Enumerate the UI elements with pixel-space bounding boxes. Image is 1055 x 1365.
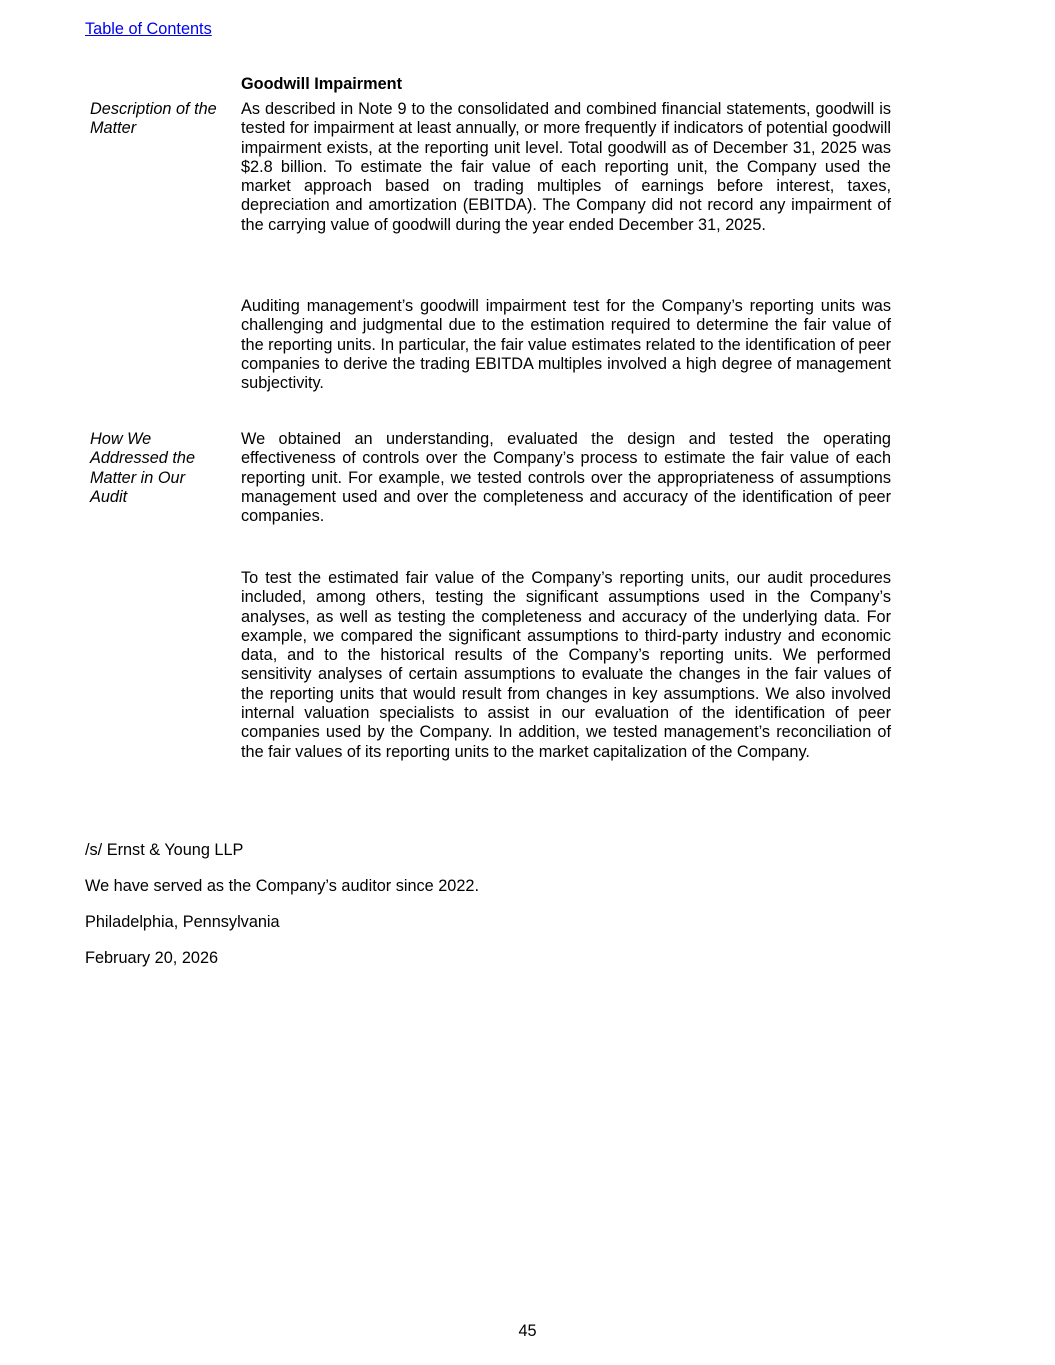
description-of-matter-label: Description of the Matter — [90, 100, 217, 138]
section-heading: Goodwill Impairment — [241, 75, 403, 93]
audit-paragraph-1: We obtained an understanding, evaluated the design and tested the operating effectiveness of controls over the Company’s process to estimate the fair value of each reporting unit. For example, we tested controls over the appropriateness of assumptions management used and over the completeness and accuracy of the identification of peer companies. — [241, 430, 891, 526]
auditor-tenure: We have served as the Company’s auditor since 2022. — [85, 877, 479, 895]
table-of-contents-link[interactable]: Table of Contents — [85, 20, 212, 38]
audit-paragraph-2: To test the estimated fair value of the Company’s reporting units, our audit procedures included, among others, testing the significant assumptions used in the Company’s analyses, as well as testing the completeness and accuracy of the underlying data. For example, we compared the significant assumptions to third-party industry and economic data, and to the historical results of the Company’s reporting units. We performed sensitivity analyses of certain assumptions to evaluate the changes in the fair values of the reporting units that would result from changes in key assumptions. We also involved internal valuation specialists to assist in our evaluation of the identification of peer companies used by the Company. In addition, we tested management’s reconciliation of the fair values of its reporting units to the market capitalization of the Company. — [241, 569, 891, 761]
auditor-signature: /s/ Ernst & Young LLP — [85, 841, 244, 859]
signature-date: February 20, 2026 — [85, 949, 219, 967]
page-number: 45 — [518, 1322, 537, 1340]
signature-location: Philadelphia, Pennsylvania — [85, 913, 280, 931]
how-we-addressed-label: How We Addressed the Matter in Our Audit — [90, 430, 195, 506]
description-paragraph-1: As described in Note 9 to the consolidated and combined financial statements, goodwill is tested for impairment at least annually, or more frequently if indicators of potential goodwill impairment exists, at the reporting unit level. Total goodwill as of December 31, 2025 was $2.8 billion. To estimate the fair value of each reporting unit, the Company used the market approach based on trading multiples of earnings before interest, taxes, depreciation and amortization (EBITDA). The Company did not record any impairment of the carrying value of goodwill during the year ended December 31, 2025. — [241, 100, 891, 234]
description-paragraph-2: Auditing management’s goodwill impairment test for the Company’s reporting units was challenging and judgmental due to the estimation required to determine the fair value of the reporting units. In particular, the fair value estimates related to the identification of peer companies to derive the trading EBITDA multiples involved a high degree of management subjectivity. — [241, 297, 891, 393]
